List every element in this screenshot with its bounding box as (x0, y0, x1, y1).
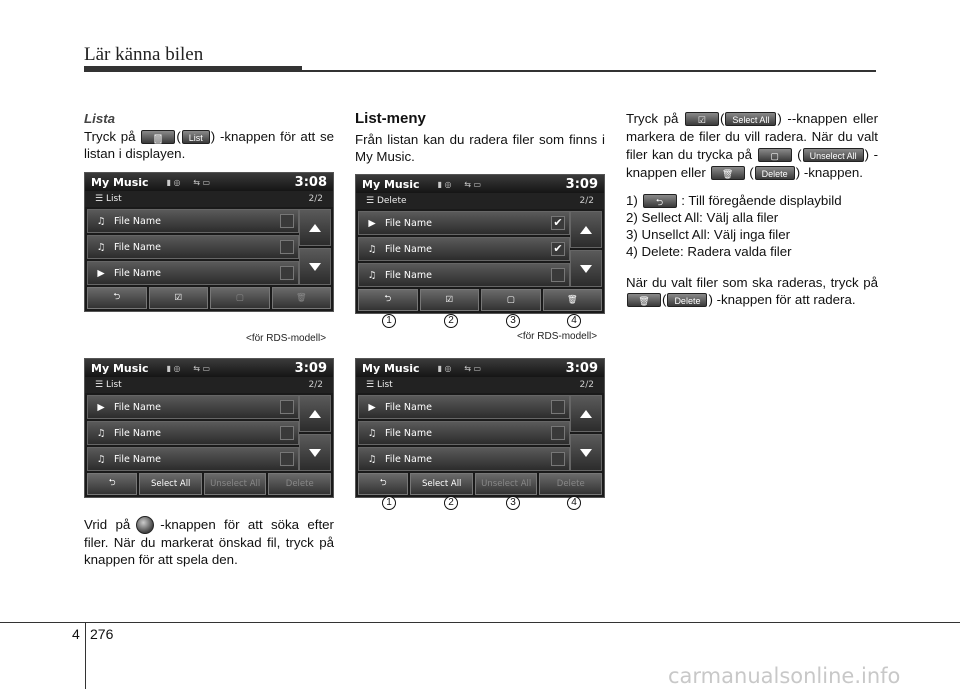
page-indicator: 2/2 (308, 194, 323, 204)
callout-4: 4 (567, 314, 581, 328)
footer-divider (85, 622, 86, 689)
checkbox[interactable] (280, 214, 294, 228)
select-all-label: Select All (725, 112, 776, 126)
text-fragment: Tryck på (84, 129, 136, 144)
screen-time: 3:09 (565, 176, 598, 192)
list-icon: ☰ (95, 380, 106, 390)
list-item-4: 4) Delete: Radera valda filer (626, 244, 792, 259)
status-icons: ▮ ◎ ⇆ ▭ (437, 363, 482, 373)
page-indicator: 2/2 (308, 380, 323, 390)
watermark: carmanualsonline.info (668, 664, 901, 688)
status-icons: ▮ ◎ ⇆ ▭ (437, 179, 482, 189)
screen-delete-rds-2 (355, 174, 605, 314)
checkbox[interactable] (280, 266, 294, 280)
column-right (626, 110, 878, 308)
callout-4: 4 (567, 496, 581, 510)
screen-title: My Music (91, 175, 149, 189)
paragraph-knob (84, 516, 334, 568)
music-note-icon: ♫ (367, 453, 377, 465)
back-button[interactable]: ⮌ (87, 287, 147, 309)
back-button[interactable]: ⮌ (358, 289, 418, 311)
select-all-button[interactable]: Select All (410, 473, 473, 495)
list-item-2: 2) Sellect All: Välj alla filer (626, 210, 779, 225)
text-fragment: Tryck på (626, 111, 679, 126)
unselect-all-button[interactable]: Unselect All (475, 473, 538, 495)
file-name: File Name (385, 427, 432, 439)
file-name: File Name (385, 217, 432, 229)
list-icon: ☰ (366, 196, 377, 206)
text-fragment: -knappen för att söka efter filer. När du markerat önskad fil, tryck på knappen för att spela den. (84, 517, 334, 568)
screen-list-rds-3 (84, 358, 334, 498)
status-icons: ▮ ◎ ⇆ ▭ (166, 363, 211, 373)
file-name: File Name (385, 269, 432, 281)
unselect-all-icon: ▢ (758, 148, 792, 162)
scroll-down-button[interactable] (570, 250, 602, 287)
list-item[interactable] (87, 209, 299, 233)
list-item[interactable] (358, 211, 570, 235)
list-item[interactable] (358, 421, 570, 445)
section-heading-lista: Lista (84, 111, 116, 126)
file-name: File Name (114, 267, 161, 279)
list-item[interactable] (358, 237, 570, 261)
screen-list-4 (355, 358, 605, 498)
text-fragment: -knappen. (803, 165, 863, 180)
text-fragment: -knappen eller (626, 147, 879, 180)
select-all-button[interactable]: Select All (139, 473, 202, 495)
page-indicator: 2/2 (579, 380, 594, 390)
file-name: File Name (385, 453, 432, 465)
list-button-label: List (182, 130, 210, 144)
header-rule-thick (84, 66, 302, 72)
item-number: 1) (626, 193, 638, 208)
list-item[interactable] (87, 421, 299, 445)
delete-button[interactable]: Delete (268, 473, 331, 495)
screen-list-rds-1 (84, 172, 334, 312)
callout-3: 3 (506, 496, 520, 510)
screen-subtitle: List (376, 380, 393, 390)
unselect-all-icon-button[interactable]: ▢ (481, 289, 541, 311)
list-numbered (626, 192, 878, 209)
list-item[interactable] (87, 395, 299, 419)
header-rule-thin (302, 70, 876, 72)
checkbox[interactable] (280, 240, 294, 254)
callout-2: 2 (444, 496, 458, 510)
select-all-icon-button[interactable]: ☑ (149, 287, 209, 309)
text-fragment: -knappen för att se listan i displayen. (84, 129, 334, 161)
screen-subtitle: List (105, 194, 122, 204)
file-name: File Name (385, 243, 432, 255)
list-icon: ☰ (366, 380, 377, 390)
play-icon: ▶ (97, 267, 105, 279)
unselect-all-label: Unselect All (803, 148, 864, 162)
list-item[interactable] (87, 261, 299, 285)
back-button[interactable]: ⮌ (358, 473, 408, 495)
text-fragment: Vrid på (84, 517, 131, 532)
music-note-icon: ♫ (367, 427, 377, 439)
back-arrow-icon: ⮌ (643, 194, 677, 208)
column-left (84, 110, 334, 162)
checkbox-checked[interactable]: ✔ (551, 242, 565, 256)
play-icon: ▶ (97, 401, 105, 413)
file-name: File Name (114, 215, 161, 227)
scroll-up-button[interactable] (570, 395, 602, 432)
callout-1: 1 (382, 314, 396, 328)
delete-icon-button[interactable]: 🗑 (272, 287, 332, 309)
paragraph-list-intro: Tryck på ( List ) -knappen för att se listan i displayen. (84, 129, 334, 161)
scroll-down-button[interactable] (570, 434, 602, 471)
list-item[interactable] (358, 395, 570, 419)
checkbox[interactable] (280, 426, 294, 440)
list-icon (141, 130, 175, 144)
page-indicator: 2/2 (579, 196, 594, 206)
page-header-title: Lär känna bilen (84, 44, 204, 65)
list-item-3: 3) Unsellct All: Välj inga filer (626, 227, 791, 242)
screen-time: 3:09 (294, 360, 327, 376)
scroll-up-button[interactable] (299, 209, 331, 246)
chapter-number: 4 (72, 626, 80, 642)
music-note-icon: ♫ (96, 241, 106, 253)
screen-title: My Music (362, 177, 420, 191)
paragraph-delete: När du valt filer som ska raderas, tryck på 🗑 ( Delete ) -knappen för att radera. (626, 275, 878, 307)
screen-time: 3:09 (565, 360, 598, 376)
checkbox[interactable] (280, 452, 294, 466)
list-item[interactable] (358, 263, 570, 287)
unselect-all-button[interactable]: Unselect All (204, 473, 267, 495)
footer-rule (0, 622, 960, 623)
file-name: File Name (114, 427, 161, 439)
checkbox[interactable] (551, 268, 565, 282)
file-name: File Name (114, 241, 161, 253)
music-note-icon: ♫ (367, 243, 377, 255)
scroll-up-button[interactable] (570, 211, 602, 248)
delete-button[interactable]: Delete (539, 473, 602, 495)
callout-2: 2 (444, 314, 458, 328)
screen-subtitle: Delete (376, 196, 407, 206)
paragraph-list-menu: Från listan kan du radera filer som finns i My Music. (355, 132, 605, 164)
delete-icon-button[interactable]: 🗑 (543, 289, 603, 311)
checkbox-checked[interactable]: ✔ (551, 216, 565, 230)
trash-icon: 🗑 (627, 293, 661, 307)
select-all-icon-button[interactable]: ☑ (420, 289, 480, 311)
select-all-icon: ☑ (685, 112, 719, 126)
callout-3: 3 (506, 314, 520, 328)
section-heading-list-meny: List-meny (355, 110, 426, 127)
page-number: 276 (90, 626, 114, 642)
column-left-bottom-text (84, 516, 334, 568)
list-item[interactable] (358, 447, 570, 471)
caption-rds: <för RDS-modell> (246, 333, 327, 344)
screen-title: My Music (362, 361, 420, 375)
checkbox[interactable] (280, 400, 294, 414)
delete-label: Delete (667, 293, 707, 307)
trash-icon: 🗑 (711, 166, 745, 180)
scroll-down-button[interactable] (299, 434, 331, 471)
delete-label: Delete (755, 166, 795, 180)
screen-time: 3:08 (294, 174, 327, 190)
play-icon: ▶ (368, 217, 376, 229)
back-button[interactable]: ⮌ (87, 473, 137, 495)
file-name: File Name (114, 453, 161, 465)
text-fragment: När du valt filer som ska raderas, tryck på (626, 275, 878, 290)
music-note-icon: ♫ (96, 427, 106, 439)
callout-1: 1 (382, 496, 396, 510)
scroll-up-button[interactable] (299, 395, 331, 432)
text-fragment: -knappen för att radera. (716, 292, 856, 307)
list-item[interactable] (87, 447, 299, 471)
file-name: File Name (114, 401, 161, 413)
unselect-all-icon-button[interactable]: ▢ (210, 287, 270, 309)
list-item[interactable] (87, 235, 299, 259)
music-note-icon: ♫ (96, 453, 106, 465)
list-icon: ☰ (95, 194, 106, 204)
paragraph-select: Tryck på ☑ ( Select All ) --knappen eller markera de filer du vill radera. När du valt filer kan du trycka på ▢ ( Unselect All ) -knappen eller 🗑 ( Delete ) -knappen. (626, 111, 879, 180)
checkbox[interactable] (551, 400, 565, 414)
checkbox[interactable] (551, 452, 565, 466)
music-note-icon: ♫ (96, 215, 106, 227)
item-text: : Till föregående displaybild (681, 193, 842, 208)
checkbox[interactable] (551, 426, 565, 440)
text-fragment: --knappen eller markera de filer du vill radera. När du valt filer kan du trycka på (626, 111, 878, 162)
column-middle (355, 110, 605, 165)
music-note-icon: ♫ (367, 269, 377, 281)
status-icons: ▮ ◎ ⇆ ▭ (166, 177, 211, 187)
knob-icon (136, 516, 154, 534)
screen-subtitle: List (105, 380, 122, 390)
caption-rds: <för RDS-modell> (517, 331, 598, 342)
file-name: File Name (385, 401, 432, 413)
scroll-down-button[interactable] (299, 248, 331, 285)
play-icon: ▶ (368, 401, 376, 413)
screen-title: My Music (91, 361, 149, 375)
